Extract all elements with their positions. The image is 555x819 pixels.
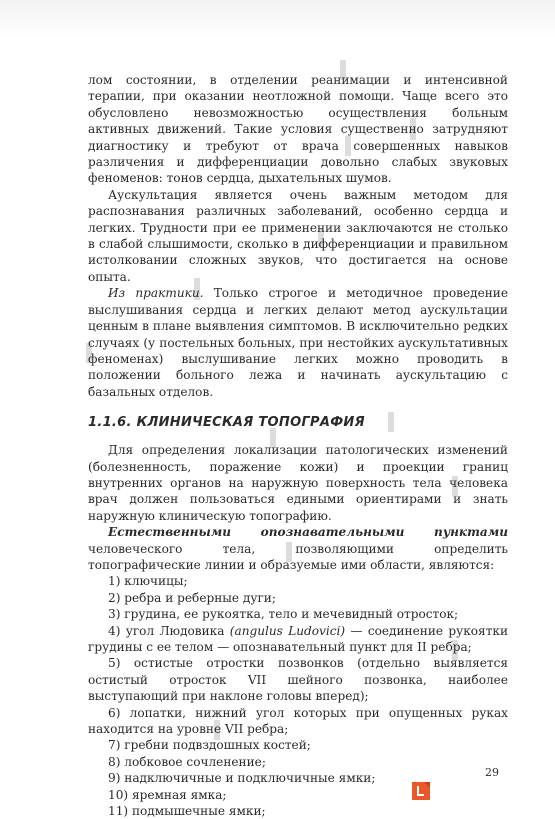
list-item: 5) остистые отростки позвонков (отдельно выявляется остистый отросток VII шейного позвонка, наиболее выступающий при наклоне головы вперед);	[88, 656, 508, 704]
list-item	[88, 623, 508, 656]
section-heading: 1.1.6. КЛИНИЧЕСКАЯ ТОПОГРАФИЯ	[88, 415, 365, 431]
page-top-shade	[0, 0, 555, 40]
list-item: 10) яремная ямка;	[108, 787, 227, 802]
list-item-text: — соединение рукоятки грудины с ее телом — опознавательный пункт для II ребра;	[88, 623, 508, 654]
landmarks-list	[88, 573, 508, 819]
page-body	[88, 72, 508, 819]
paragraph	[88, 524, 508, 573]
page-number: 29	[485, 766, 499, 779]
list-item: 8) лобковое сочленение;	[108, 754, 266, 769]
list-item-text: 4) угол Людовика	[108, 623, 230, 638]
paragraph-text: Аускультация является очень важным методом для распознавания различных заболеваний, особенно сердца и легких. Трудности при ее применении заключаются не столько в слабой слышимости, сколько в дифференциации и правильном истолковании сложных звуков, что достигается на основе опыта.	[88, 187, 508, 284]
term-bold-italic: Естественными опознавательными пунктами	[108, 525, 508, 540]
list-item: 7) гребни подвздошных костей;	[108, 738, 311, 753]
list-item: 1) ключицы;	[108, 574, 188, 589]
list-item: 11) подмышечные ямки;	[108, 804, 266, 819]
book-corner-logo-icon	[410, 780, 432, 802]
list-item: 3) грудина, ее рукоятка, тело и мечевидный отросток;	[108, 607, 459, 622]
paragraph: Для определения локализации патологических изменений (болезненность, поражение кожи) и проекции границ внутренних органов на наружную поверхность тела человека врач должен пользоваться едиными ориентирами и знать наружную клиническую топографию.	[88, 443, 508, 523]
paragraph-text: человеческого тела, позволяющими определить топографические линии и образуемые ими области, являются:	[88, 541, 508, 572]
list-item: 9) надключичные и подключичные ямки;	[108, 771, 376, 786]
paragraph-text: Только строгое и методичное проведение выслушивания сердца и легких делают метод аускультации ценным в плане выявления симптомов. В исключительно редких случаях (у постельных больных, при нестойких аускультативных феноменах) выслушивание легких можно проводить в положении больного лежа и начинать аускультацию с базальных отделов.	[88, 286, 509, 399]
latin-term: (angulus Ludovici)	[229, 623, 346, 638]
paragraph	[88, 187, 508, 285]
paragraph	[88, 285, 508, 400]
paragraph-lead: Из практики.	[108, 286, 204, 301]
list-item: 2) ребра и реберные дуги;	[108, 590, 276, 605]
paragraph: лом состоянии, в отделении реанимации и интенсивной терапии, при оказании неотложной помощи. Чаще всего это обусловлено невозможностью осуществления больным активных движений. Такие условия существенно затрудняют диагностику и требуют от врача совершенных навыков различения и дифференциации довольно слабых звуковых феноменов: тонов сердца, дыхательных шумов.	[88, 73, 508, 186]
list-item: 6) лопатки, нижний угол которых при опущенных руках находится на уровне VII ребра;	[88, 705, 508, 737]
